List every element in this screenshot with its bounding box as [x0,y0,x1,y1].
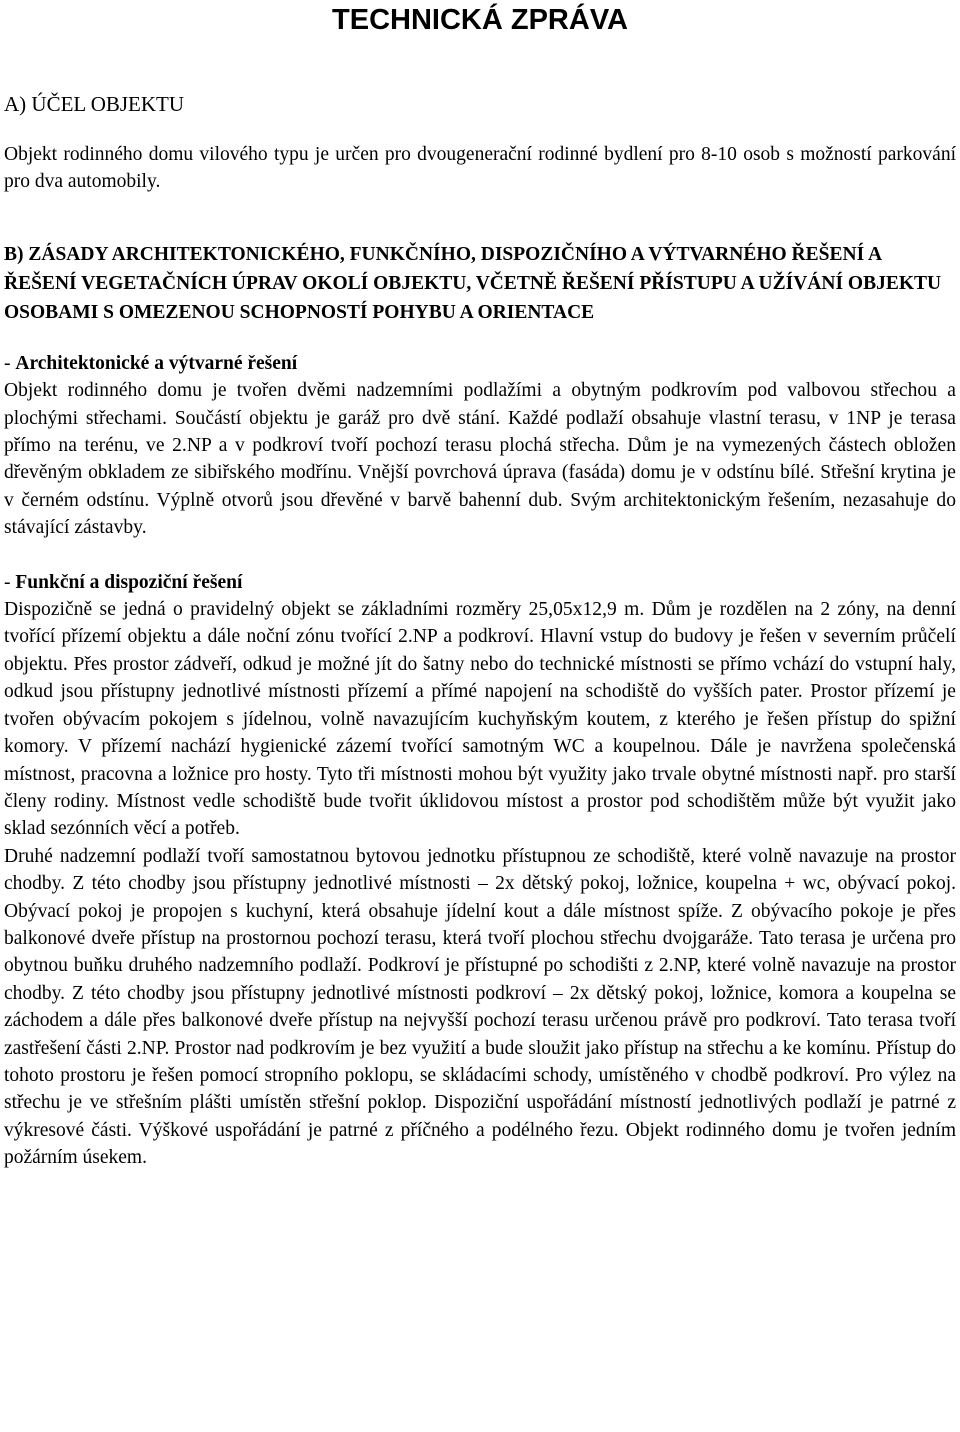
funk-paragraph-2: Druhé nadzemní podlaží tvoří samostatnou bytovou jednotku přístupnou ze schodiště, které volně navazuje na prostor chodby. Z této chodby jsou přístupny jednotlivé místnosti – 2x dětský pokoj, ložnice, koupelna + wc, obývací pokoj. Obývací pokoj je propojen s kuchyní, která obsahuje jídelní kout a dále místnost spíže. Z obývacího pokoje je přes balkonové dveře přístup na prostornou pochozí terasu, která tvoří plochou střechu dvojgaráže. Tato terasa je určena pro obytnou buňku druhého nadzemního podlaží. Podkroví je přístupné po schodišti z 2.NP, které volně navazuje na prostor chodby. Z této chodby jsou přístupny jednotlivé místnosti podkroví – 2x dětský pokoj, ložnice, komora a koupelna se záchodem a dále přes balkonové dveře přístup na nejvyšší pochozí terasu určenou právě pro podkroví. Tato terasa tvoří zastřešení části 2.NP. Prostor nad podkrovím je bez využití a bude sloužit jako přístup na střechu a ke komínu. Přístup do tohoto prostoru je řešen pomocí stropního poklopu, se skládacími schody, umístěného v chodbě podkroví. Pro výlez na střechu je ve střešním plášti umístěn střešní poklop. Dispoziční uspořádání místností jednotlivých podlaží je patrné z výkresové části. Výškové uspořádání je patrné z příčného a podélného řezu. Objekt rodinného domu je tvořen jedním požárním úsekem. [4,845,956,1169]
arch-dash: - [4,352,16,374]
arch-paragraph: Objekt rodinného domu je tvořen dvěmi nadzemními podlažími a obytným podkrovím pod valbovou střechou a plochými střechami. Součástí objektu je garáž pro dvě stání. Každé podlaží obsahuje vlastní terasu, v 1NP je terasa přímo na terénu, ve 2.NP a v podkroví tvoří pochozí terasu plochá střecha. Dům je na vymezených částech obložen dřevěným obkladem ze sibiřského modřínu. Vnější povrchová úprava (fasáda) domu je v odstínu bílé. Střešní krytina je v černém odstínu. Výplně otvorů jsou dřevěné v barvě bahenní dub. Svým architektonickým řešením, nezasahuje do stávající zástavby. [4,380,956,539]
document-title: TECHNICKÁ ZPRÁVA [332,4,628,36]
funk-subheading [4,569,956,596]
section-b-heading: B) ZÁSADY ARCHITEKTONICKÉHO, FUNKČNÍHO, DISPOZIČNÍHO A VÝTVARNÉHO ŘEŠENÍ A ŘEŠENÍ VEGETAČNÍCH ÚPRAV OKOLÍ OBJEKTU, VČETNĚ ŘEŠENÍ PŘÍSTUPU A UŽÍVÁNÍ OBJEKTU OSOBAMI S OMEZENOU SCHOPNOSTÍ POHYBU A ORIENTACE [4,243,942,323]
arch-subheading-label: Architektonické a výtvarné řešení [15,352,298,374]
funk-paragraph: Dispozičně se jedná o pravidelný objekt se základními rozměry 25,05x12,9 m. Dům je rozdělen na 2 zóny, na denní tvořící přízemí objektu a dále noční zónu tvořící 2.NP a podkroví. Hlavní vstup do budovy je řešen v severním průčelí objektu. Přes prostor zádveří, odkud je možné jít do šatny nebo do technické místnosti se přímo vchází do vstupní haly, odkud jsou přístupny jednotlivé místnosti přízemí a přímé napojení na schodiště do vyšších pater. Prostor přízemí je tvořen obývacím pokojem s jídelnou, volně navazujícím kuchyňským koutem, z kterého je řešen přístup do spižní komory. V přízemí nachází hygienické zázemí tvořící samotným WC a koupelnou. Dále je navržena společenská místnost, pracovna a ložnice pro hosty. Tyto tři místnosti mohou být využity jako trvale obytné místnosti např. pro starší členy rodiny. Místnost vedle schodiště bude tvořit úklidovou místost a prostor pod schodištěm může být využit jako sklad sezónních věcí a potřeb. [4,599,956,840]
arch-subheading [4,350,956,377]
document-page [4,0,956,1172]
section-a-paragraph: Objekt rodinného domu vilového typu je určen pro dvougenerační rodinné bydlení pro 8-10 osob s možností parkování pro dva automobily. [4,144,956,193]
funk-dash: - [4,571,16,593]
section-a-heading: A) ÚČEL OBJEKTU [4,92,185,116]
funk-subheading-label: Funkční a dispoziční řešení [15,571,243,593]
